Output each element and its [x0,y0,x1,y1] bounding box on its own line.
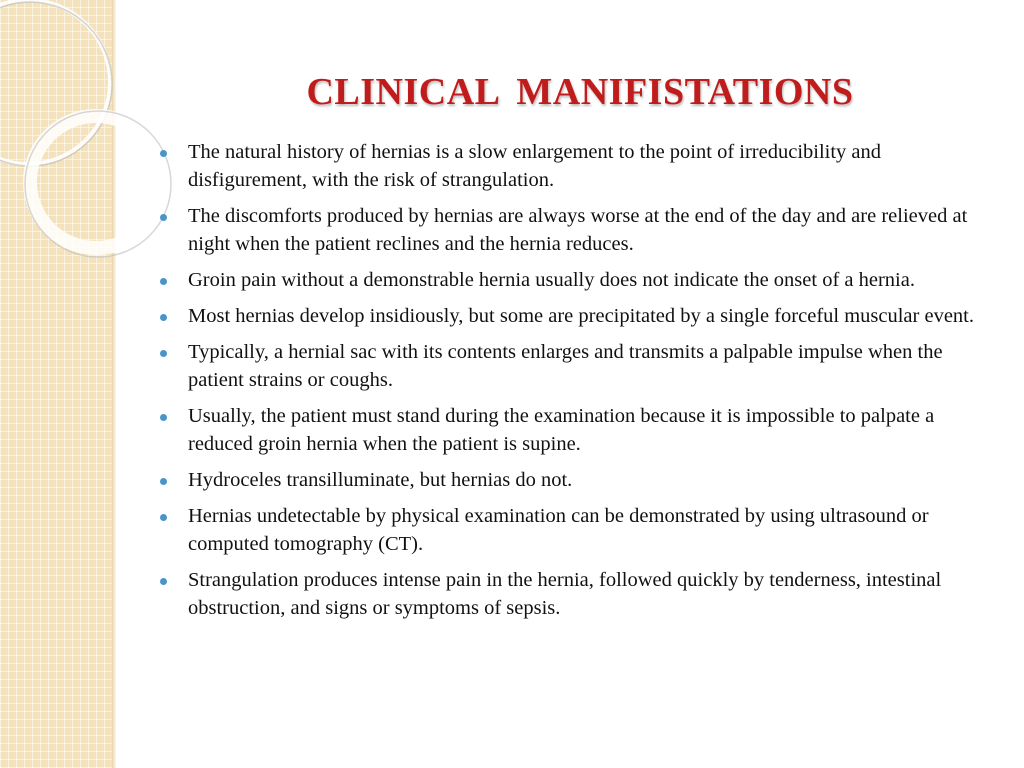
bullet-text: Hydroceles transilluminate, but hernias do not. [188,469,573,491]
slide-title: CLINICAL MANIFISTATIONS [306,71,854,113]
decorative-ring-small [30,116,162,248]
bullet-dot-icon [160,514,167,521]
bullet-text: Most hernias develop insidiously, but some are precipitated by a single forceful muscular event. [188,305,974,327]
bullet-text: The natural history of hernias is a slow enlargement to the point of irreducibility and disfigurement, with the risk of strangulation. [188,141,882,191]
bullet-dot-icon [160,414,167,421]
bullet-item [152,466,1002,494]
bullet-item [152,402,1002,458]
bullet-item [152,502,1002,558]
bullet-item [152,302,1002,330]
bullet-item [152,266,1002,294]
bullet-dot-icon [160,578,167,585]
bullet-dot-icon [160,278,167,285]
bullet-item [152,566,1002,622]
bullet-dot-icon [160,314,167,321]
bullet-text: Groin pain without a demonstrable hernia usually does not indicate the onset of a hernia. [188,269,915,291]
decorative-ring-small-shadow [25,111,171,257]
bullet-text: Usually, the patient must stand during the examination because it is impossible to palpate a reduced groin hernia when the patient is supine. [188,405,935,455]
bullet-item [152,138,1002,194]
bullet-text: Hernias undetectable by physical examination can be demonstrated by using ultrasound or computed tomography (CT). [188,505,929,555]
bullet-dot-icon [160,150,167,157]
bullet-list [152,138,1002,630]
bullet-text: The discomforts produced by hernias are always worse at the end of the day and are relieved at night when the patient reclines and the hernia reduces. [188,205,968,255]
bullet-item [152,338,1002,394]
bullet-dot-icon [160,350,167,357]
decorative-ring-shadow [0,2,112,166]
bullet-item [152,202,1002,258]
bullet-text: Typically, a hernial sac with its contents enlarges and transmits a palpable impulse when the patient strains or coughs. [188,341,943,391]
bullet-text: Strangulation produces intense pain in the hernia, followed quickly by tenderness, intestinal obstruction, and signs or symptoms of sepsis. [188,569,942,619]
decorative-rings [0,0,160,300]
bullet-dot-icon [160,214,167,221]
bullet-dot-icon [160,478,167,485]
